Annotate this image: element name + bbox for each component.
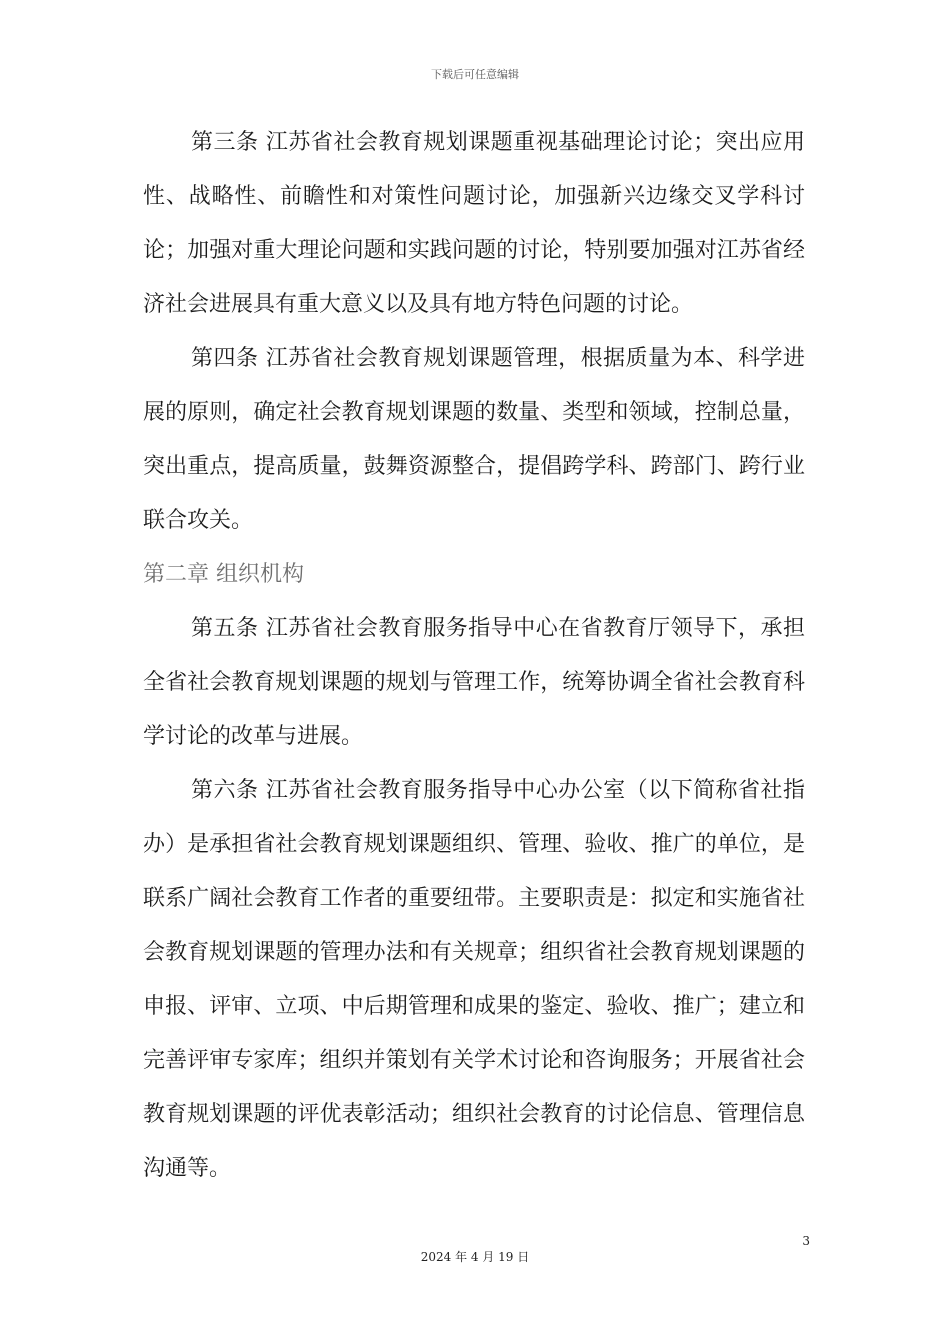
page-header: 下载后可任意编辑 bbox=[431, 68, 519, 81]
article-6-paragraph: 第六条 江苏省社会教育服务指导中心办公室（以下简称省社指办）是承担省社会教育规划课题组织、管理、验收、推广的单位，是联系广阔社会教育工作者的重要纽带。主要职责是：拟定和实施省社会教育规划课题的管理办法和有关规章；组织省社会教育规划课题的申报、评审、立项、中后期管理和成果的鉴定、验收、推广；建立和完善评审专家库；组织并策划有关学术讨论和咨询服务；开展省社会教育规划课题的评优表彰活动；组织社会教育的讨论信息、管理信息沟通等。 bbox=[143, 778, 805, 1181]
article-5-paragraph: 第五条 江苏省社会教育服务指导中心在省教育厅领导下，承担全省社会教育规划课题的规划与管理工作，统筹协调全省社会教育科学讨论的改革与进展。 bbox=[143, 616, 805, 749]
page-number: 3 bbox=[802, 1234, 810, 1248]
chapter-heading: 第二章 组织机构 bbox=[143, 562, 304, 587]
document-body bbox=[143, 116, 805, 1196]
article-3-paragraph: 第三条 江苏省社会教育规划课题重视基础理论讨论；突出应用性、战略性、前瞻性和对策性问题讨论，加强新兴边缘交叉学科讨论；加强对重大理论问题和实践问题的讨论，特别要加强对江苏省经济社会进展具有重大意义以及具有地方特色问题的讨论。 bbox=[143, 130, 805, 317]
footer-date: 2024 年 4 月 19 日 bbox=[420, 1250, 530, 1264]
article-4-paragraph: 第四条 江苏省社会教育规划课题管理，根据质量为本、科学进展的原则，确定社会教育规划课题的数量、类型和领域，控制总量，突出重点，提高质量，鼓舞资源整合，提倡跨学科、跨部门、跨行业联合攻关。 bbox=[143, 346, 805, 533]
